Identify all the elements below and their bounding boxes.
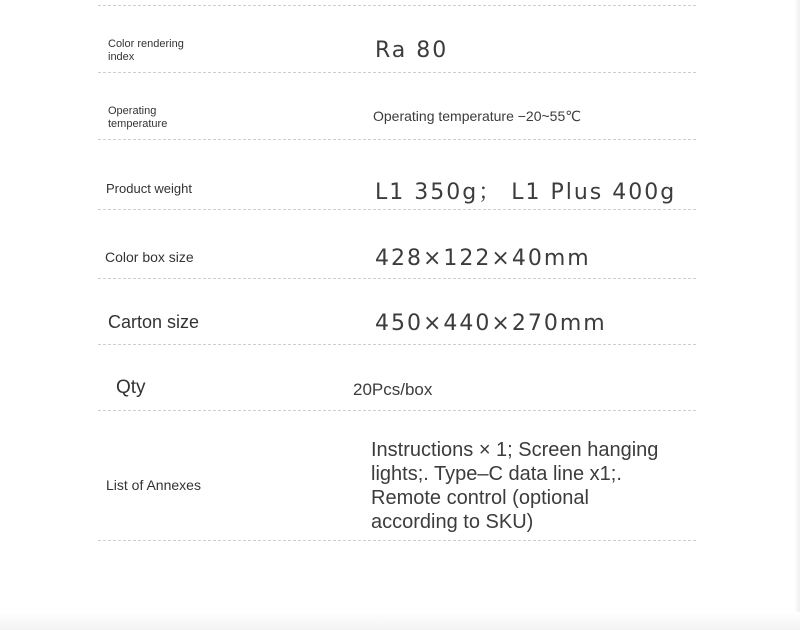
- row-divider: [98, 540, 696, 541]
- row-divider: [98, 344, 696, 345]
- spec-label-qty: Qty: [116, 377, 146, 398]
- spec-value-color-box-size: 428×122×40mm: [375, 246, 591, 271]
- spec-value-list-of-annexes: Instructions × 1; Screen hanging lights;. Type–C data line x1;. Remote control (optional according to SKU): [371, 439, 659, 533]
- spec-label-color-box-size: Color box size: [105, 249, 194, 265]
- spec-label-operating-temperature: Operating temperature: [108, 105, 168, 130]
- spec-value-carton-size: 450×440×270mm: [375, 311, 607, 336]
- spec-label-product-weight: Product weight: [106, 181, 192, 196]
- spec-value-color-rendering-index: Ra 80: [375, 38, 449, 63]
- row-divider: [98, 139, 696, 140]
- spec-label-list-of-annexes: List of Annexes: [106, 477, 201, 493]
- row-divider: [98, 72, 696, 73]
- row-divider: [98, 410, 696, 411]
- row-divider: [98, 5, 696, 6]
- row-divider: [98, 278, 696, 279]
- page-edge-shadow: [794, 0, 800, 630]
- spec-label-color-rendering-index: Color rendering index: [108, 38, 184, 63]
- spec-label-carton-size: Carton size: [108, 312, 200, 332]
- spec-value-operating-temperature: Operating temperature −20~55℃: [373, 108, 581, 124]
- spec-value-product-weight: L1 350g； L1 Plus 400g: [375, 180, 677, 205]
- page-bottom-shadow: [0, 612, 800, 630]
- row-divider: [98, 209, 696, 210]
- spec-value-qty: 20Pcs/box: [353, 380, 433, 399]
